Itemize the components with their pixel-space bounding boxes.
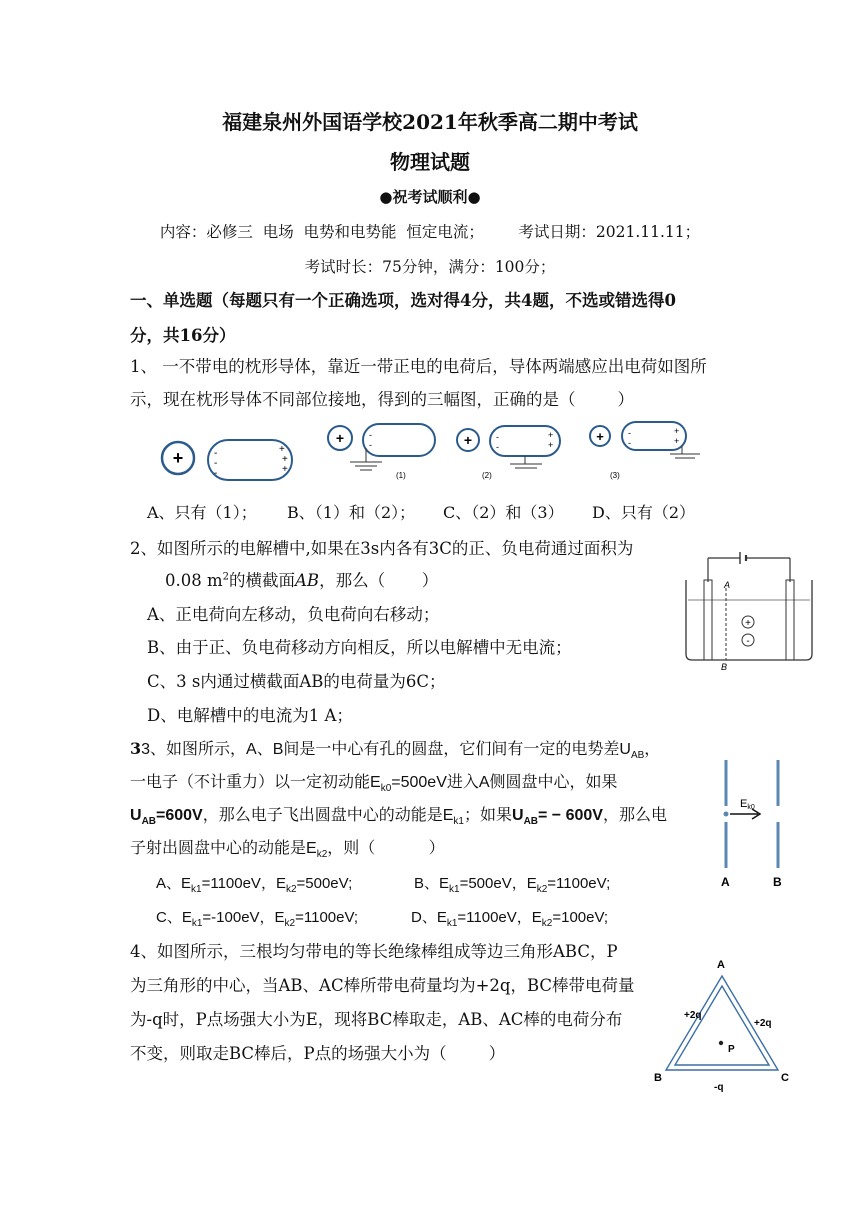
fig-label-2: (2) (482, 471, 492, 480)
q4-line3: 为-q时，P点场强大小为E，现将BC棒取走，AB、AC棒的电荷分布 (130, 1010, 623, 1029)
q2-line2: 0.08 $m^2$的横截面AB，那么（ ） (165, 571, 439, 590)
svg-text:-: - (214, 458, 218, 469)
q3-line4: 子射出圆盘中心的动能是$E_{k2}$，则（ ） (130, 840, 445, 861)
vertex-b-label: B (654, 1072, 662, 1084)
duration-line: 考试时长：75分钟，满分：100分； (304, 258, 556, 276)
fig-label-3: (3) (610, 471, 620, 480)
svg-text:+: + (282, 464, 288, 475)
content-line: 内容：必修三 电场 电势和电势能 恒定电流； 考试日期：2021.11.11； (159, 223, 701, 241)
q1-figure-2 (457, 426, 560, 480)
q3-option-d: D、$E_{k1}=1100eV$，$E_{k2}=100eV$; (411, 909, 609, 929)
svg-text:+: + (548, 430, 554, 440)
svg-text:+: + (279, 444, 285, 455)
q3-disk-figure (700, 756, 800, 892)
q2-option-c: C、3 s内通过横截面AB的电荷量为6C； (147, 672, 446, 691)
q1-figure (150, 418, 710, 486)
q1-figure-3 (590, 422, 700, 480)
fig-label-1: (1) (396, 471, 406, 480)
charge-bc-label: -q (714, 1082, 724, 1093)
q1-option-b: B、（1）和（2）； (287, 503, 416, 522)
svg-text:-: - (369, 430, 372, 440)
q1-option-a: A、只有（1）； (147, 503, 257, 522)
q3-option-b: B、$E_{k1}=500eV$，$E_{k2}=1100eV$; (414, 875, 611, 895)
q2-electrolytic-cell-figure (684, 548, 814, 672)
point-p-label: P (728, 1044, 735, 1055)
svg-text:-: - (628, 438, 631, 448)
svg-text:+: + (596, 429, 604, 444)
q3-line3: $U_{AB}=600V$，那么电子飞出圆盘中心的动能是$E_{k1}$；如果$U_{AB}= - 600V$，那么电 (130, 807, 667, 828)
svg-text:+: + (463, 432, 473, 448)
exam-subtitle: 物理试题 (390, 150, 470, 174)
svg-text:+: + (674, 426, 680, 436)
q1-option-c: C、（2）和（3） (443, 503, 564, 522)
blessing-text: ●祝考试顺利● (379, 188, 481, 206)
svg-text:+: + (335, 430, 345, 446)
q4-line4: 不变，则取走BC棒后，P点的场强大小为（ ） (130, 1044, 506, 1063)
q1-figure-1 (328, 424, 435, 480)
positive-ion: + (745, 618, 751, 629)
q1-line2: 示，现在枕形导体不同部位接地，得到的三幅图，正确的是（ ） (130, 390, 634, 409)
section-heading-line1: 一、单选题（每题只有一个正确选项，选对得4分，共4题，不选或错选得0 (130, 291, 676, 310)
svg-text:-: - (496, 442, 499, 452)
q1-base-figure (162, 440, 292, 480)
vertex-a-label: A (717, 959, 725, 971)
q3-line1: 33、如图所示，A、B间是一中心有孔的圆盘，它们间有一定的电势差$U_{AB}$， (130, 739, 661, 762)
svg-text:-: - (628, 428, 631, 438)
vertex-c-label: C (781, 1072, 789, 1084)
plus-charge: + (172, 448, 184, 468)
charge-ab-label: +2q (684, 1010, 702, 1021)
fig-label-b: B (721, 662, 728, 672)
fig-label-b: B (773, 875, 782, 889)
section-heading-line2: 分，共16分） (130, 326, 236, 345)
svg-text:+: + (674, 436, 680, 446)
svg-text:-: - (214, 448, 218, 459)
svg-text:+: + (282, 454, 288, 465)
q3-option-a: A、$E_{k1}=1100eV$，$E_{k2}=500eV$; (156, 875, 353, 895)
negative-ion: - (746, 636, 750, 647)
fig-label-a: A (724, 580, 731, 590)
q2-option-d: D、电解槽中的电流为1 A； (147, 706, 353, 725)
svg-text:-: - (214, 468, 218, 479)
fig-label-a: A (721, 875, 730, 889)
q2-line1: 2、如图所示的电解槽中,如果在3s内各有3C的正、负电荷通过面积为 (130, 539, 634, 558)
q2-option-b: B、由于正、负电荷移动方向相反，所以电解槽中无电流； (147, 638, 572, 657)
q3-line2: 一电子（不计重力）以一定初动能$E_{k0}=500eV$进入A侧圆盘中心，如果 (130, 774, 618, 795)
q1-option-d: D、只有（2） (592, 503, 696, 522)
charge-ac-label: +2q (754, 1018, 772, 1029)
svg-text:-: - (496, 432, 499, 442)
q4-triangle-figure (650, 952, 800, 1098)
q4-line2: 为三角形的中心，当AB、AC棒所带电荷量均为+2q，BC棒带电荷量 (130, 976, 635, 995)
ek0-label: Ek0 (740, 798, 755, 811)
svg-text:-: - (369, 440, 372, 450)
q4-line1: 4、如图所示，三根均匀带电的等长绝缘棒组成等边三角形ABC，P (130, 942, 618, 961)
q2-option-a: A、正电荷向左移动，负电荷向右移动； (147, 605, 440, 624)
svg-text:+: + (548, 440, 554, 450)
q3-option-c: C、$E_{k1}=-100eV$，$E_{k2}=1100eV$; (156, 909, 359, 929)
q1-line1: 1、 一不带电的枕形导体，靠近一带正电的电荷后，导体两端感应出电荷如图所 (130, 357, 707, 376)
exam-title: 福建泉州外国语学校2021年秋季高二期中考试 (222, 110, 638, 134)
